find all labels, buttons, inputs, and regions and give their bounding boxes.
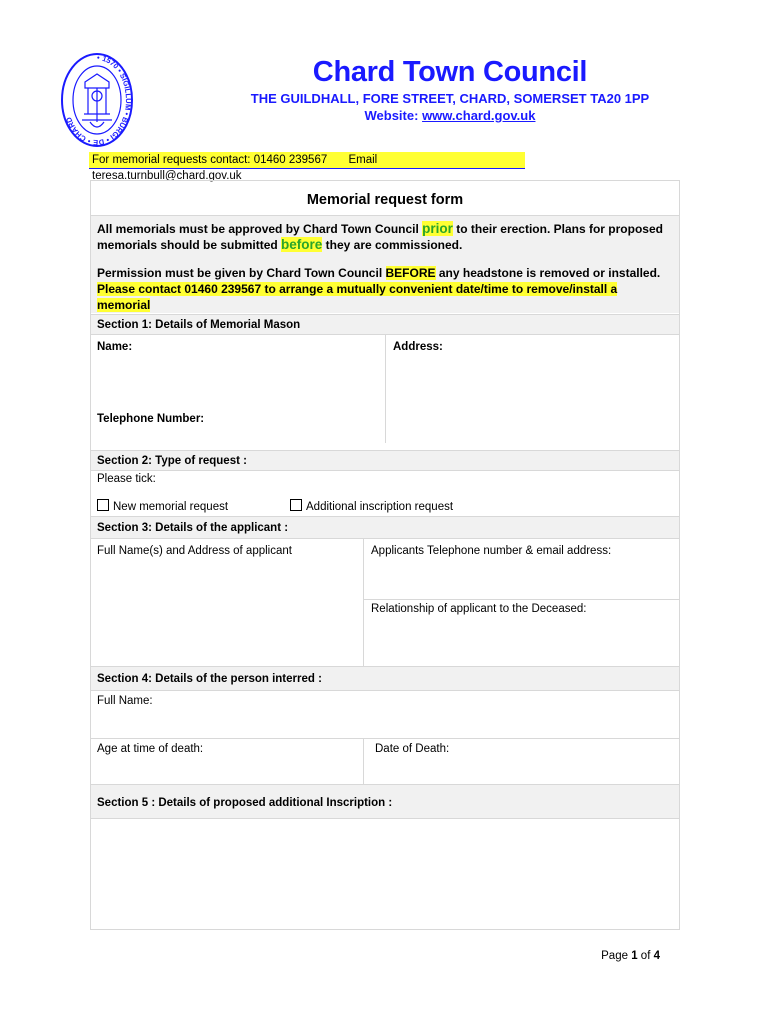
council-title: Chard Town Council	[312, 56, 588, 88]
prior-highlight: prior	[422, 221, 453, 236]
notice-approval: All memorials must be approved by Chard Town Council prior to their erection. Plans for proposed memorials should be submitted before they are commissioned.	[91, 215, 679, 259]
section5-heading: Section 5 : Details of proposed additional Inscription :	[91, 784, 679, 818]
section3-heading: Section 3: Details of the applicant :	[91, 516, 679, 538]
additional-inscription-checkbox[interactable]	[290, 499, 302, 511]
new-memorial-option[interactable]: New memorial request	[91, 499, 228, 513]
section3-body	[91, 538, 679, 666]
section2-heading: Section 2: Type of request :	[91, 450, 679, 470]
please-tick-label: Please tick:	[97, 473, 156, 485]
interred-fullname-label: Full Name:	[97, 695, 153, 707]
date-of-death-label: Date of Death:	[375, 743, 450, 755]
interred-age-date-row	[91, 738, 679, 784]
section1-body	[91, 334, 679, 442]
mason-telephone-label: Telephone Number:	[97, 413, 205, 425]
section4-heading: Section 4: Details of the person interred :	[91, 666, 679, 690]
website-link[interactable]: www.chard.gov.uk	[422, 108, 536, 123]
contact-email[interactable]: Email teresa.turnbull@chard.gov.uk	[92, 154, 378, 182]
mason-name-label: Name:	[97, 341, 133, 353]
section1-heading: Section 1: Details of Memorial Mason	[91, 314, 679, 334]
contact-phone: For memorial requests contact: 01460 239567	[92, 154, 328, 166]
website-label: Website:	[364, 108, 419, 123]
mason-address-label: Address:	[393, 341, 443, 353]
contact-highlight: Please contact 01460 239567 to arrange a mutually convenient date/time to remove/install a memorial	[97, 282, 618, 312]
before-highlight: before	[281, 237, 323, 252]
memorial-request-form	[90, 180, 680, 930]
council-address: THE GUILDHALL, FORE STREET, CHARD, SOMERSET TA20 1PP	[250, 91, 650, 106]
form-title: Memorial request form	[306, 192, 464, 208]
website-line	[150, 108, 750, 123]
contact-bar	[89, 152, 525, 182]
section2-body	[91, 470, 679, 516]
new-memorial-checkbox[interactable]	[97, 499, 109, 511]
page-number: Page 1 of 4	[601, 950, 660, 962]
additional-inscription-option[interactable]: Additional inscription request	[284, 499, 453, 513]
notice-permission: Permission must be given by Chard Town Council BEFORE any headstone is removed or installed. Please contact 01460 239567 to arrange a mutually convenient date/time to remove/install a memorial	[91, 259, 679, 313]
town-seal-logo	[60, 52, 134, 148]
before-caps-highlight: BEFORE	[385, 266, 436, 280]
interred-fullname-row	[91, 690, 679, 738]
svg-text:• 1570 • SIGILLUM • BURGI • DE: • 1570 • SIGILLUM • BURGI • DE • CHARD	[63, 52, 133, 148]
inscription-area[interactable]	[91, 818, 679, 929]
applicant-telephone-label: Applicants Telephone number & email address:	[371, 545, 612, 557]
applicant-fullname-label: Full Name(s) and Address of applicant	[97, 545, 292, 557]
applicant-relationship-label: Relationship of applicant to the Deceased:	[371, 603, 587, 615]
age-at-death-label: Age at time of death:	[97, 743, 204, 755]
